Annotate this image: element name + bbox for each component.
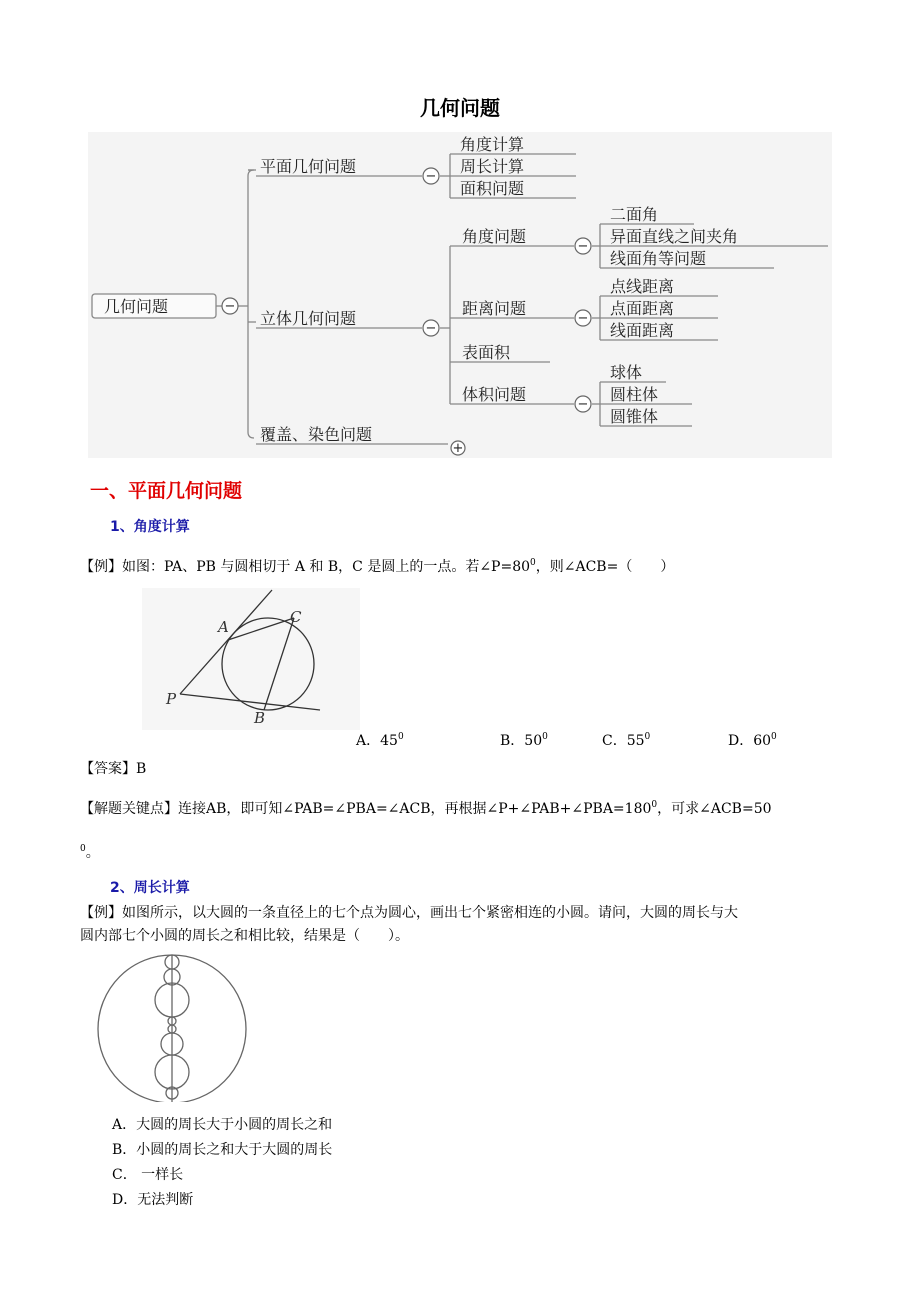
answer-value: B [136,761,147,777]
mind-map-diagram [88,132,832,458]
branch3-toggle-glyph[interactable]: + [452,441,464,456]
node-volume-problem[interactable]: 体积问题 [462,385,527,404]
example-label: 【例】 [80,559,122,575]
option-b[interactable]: B．$50^0$ [500,732,548,749]
option-c[interactable]: C．$55^0$ [602,732,651,749]
degree-sup: 0 [530,558,536,568]
answer-line [80,758,146,780]
key-point-line-2 [80,838,100,864]
root-toggle-glyph[interactable]: − [224,299,236,314]
example2-line-2: 圆内部七个小圆的周长之和相比较，结果是（ ）。 [80,928,409,944]
answer-label: 【答案】 [80,761,136,777]
subsection-perimeter-heading: 2、周长计算 [110,880,190,896]
distance-toggle-glyph[interactable]: − [577,311,589,326]
circles-figure [86,952,262,1102]
circles-figure-svg [86,952,262,1102]
branch-plane-geometry[interactable]: 平面几何问题 [260,157,357,176]
leaf-line-plane-distance[interactable]: 线面距离 [610,321,675,340]
key-sup-1: 0 [651,800,658,810]
label-b: B [254,709,266,727]
example2-text-1: 如图所示，以大圆的一条直径上的七个点为圆心，画出七个紧密相连的小圆。请问，大圆的周长与大 [122,905,738,921]
branch-solid-geometry[interactable]: 立体几何问题 [260,309,357,328]
example1-line [80,552,674,578]
example2-label: 【例】 [80,905,122,921]
node-surface-area[interactable]: 表面积 [462,343,511,362]
key-sup-2: 0 [80,844,86,854]
option-d[interactable]: D．$60^0$ [728,732,777,749]
example1-text-a: 如图：PA、PB 与圆相切于 A 和 B，C 是圆上的一点。若∠P=80 [122,559,531,575]
branch-cover-coloring[interactable]: 覆盖、染色问题 [260,425,373,444]
label-p: P [166,690,177,708]
section-heading: 一、平面几何问题 [90,480,243,502]
node-perimeter-calc[interactable]: 周长计算 [460,157,525,176]
subsection-angle-heading: 1、角度计算 [110,519,190,535]
key-text-a: 连接AB，即可知∠PAB=∠PBA=∠ACB，再根据∠P+∠PAB+∠PBA=180 [178,801,652,817]
choice-d[interactable]: D．无法判断 [112,1192,194,1208]
tangent-figure-svg [142,588,360,730]
mind-map [88,132,832,458]
option-a[interactable]: A．$45^0$ [356,732,404,749]
choice-a[interactable]: A．大圆的周长大于小圆的周长之和 [112,1117,333,1133]
leaf-point-plane-distance[interactable]: 点面距离 [610,299,675,318]
leaf-sphere[interactable]: 球体 [610,363,643,382]
key-text-b: ，可求∠ACB=50 [657,801,772,817]
node-distance-problem[interactable]: 距离问题 [462,299,527,318]
tangent-circle-figure [142,588,360,730]
key-point-line [80,794,850,820]
key-text-c: 。 [85,845,100,861]
branch1-toggle-glyph[interactable]: − [425,169,437,184]
node-angle-calc[interactable]: 角度计算 [460,135,525,154]
node-area-problem[interactable]: 面积问题 [460,179,525,198]
label-c: C [290,608,302,626]
leaf-point-line-distance[interactable]: 点线距离 [610,277,675,296]
angle-toggle-glyph[interactable]: − [577,239,589,254]
key-label: 【解题关键点】 [80,801,178,817]
branch2-toggle-glyph[interactable]: − [425,321,437,336]
example2-line-1 [80,902,850,924]
choice-c[interactable]: C． 一样长 [112,1167,184,1183]
example1-text-b: ，则∠ACB=（ ） [535,559,675,575]
label-a: A [218,618,229,636]
leaf-dihedral-angle[interactable]: 二面角 [610,205,659,224]
leaf-cone[interactable]: 圆锥体 [610,407,659,426]
node-angle-problem[interactable]: 角度问题 [462,227,527,246]
leaf-skew-lines-angle[interactable]: 异面直线之间夹角 [610,227,739,246]
choice-b[interactable]: B．小圆的周长之和大于大圆的周长 [112,1142,333,1158]
document-title: 几何问题 [420,96,500,120]
root-node[interactable]: 几何问题 [104,297,169,316]
leaf-line-plane-angle[interactable]: 线面角等问题 [610,249,707,268]
leaf-cylinder[interactable]: 圆柱体 [610,385,659,404]
volume-toggle-glyph[interactable]: − [577,397,589,412]
